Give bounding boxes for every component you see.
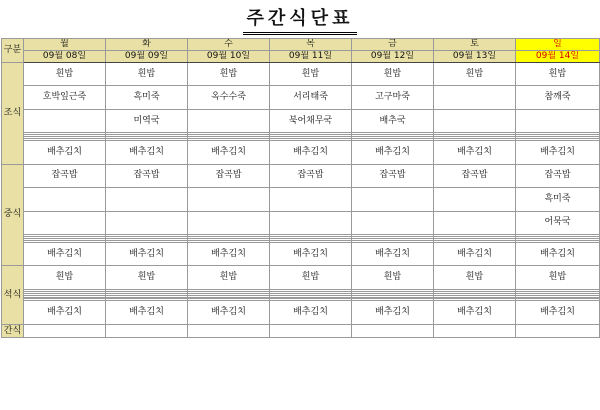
menu-cell: 옥수수죽 <box>188 86 270 109</box>
menu-cell: 흰밥 <box>434 266 516 289</box>
menu-cell: 흰밥 <box>188 266 270 289</box>
day-sat: 토 <box>434 39 516 51</box>
snack-label: 간식 <box>2 325 24 338</box>
menu-cell <box>106 188 188 211</box>
menu-cell: 배추국 <box>352 109 434 132</box>
day-thu: 목 <box>270 39 352 51</box>
menu-cell <box>352 211 434 234</box>
menu-cell: 잡곡밥 <box>516 164 600 187</box>
menu-cell: 흰밥 <box>270 63 352 86</box>
menu-cell: 호박잎근죽 <box>24 86 106 109</box>
date-wed: 09월 10일 <box>188 51 270 63</box>
menu-cell: 흰밥 <box>516 63 600 86</box>
menu-cell: 잡곡밥 <box>270 164 352 187</box>
day-fri: 금 <box>352 39 434 51</box>
menu-cell: 흑미죽 <box>516 188 600 211</box>
menu-row <box>2 86 600 109</box>
snack-row <box>2 325 600 338</box>
menu-cell: 미역국 <box>106 109 188 132</box>
menu-cell: 배추김치 <box>434 301 516 325</box>
weekly-menu-table <box>1 38 600 338</box>
menu-cell: 고구마죽 <box>352 86 434 109</box>
day-mon: 월 <box>24 39 106 51</box>
menu-cell: 배추김치 <box>352 242 434 265</box>
day-tue: 화 <box>106 39 188 51</box>
page-title: 주간식단표 <box>243 6 358 35</box>
menu-cell: 흰밥 <box>24 63 106 86</box>
menu-row <box>2 164 600 187</box>
menu-row <box>2 301 600 325</box>
menu-cell: 잡곡밥 <box>188 164 270 187</box>
menu-cell <box>270 188 352 211</box>
menu-cell: 잡곡밥 <box>434 164 516 187</box>
menu-cell: 흑미죽 <box>106 86 188 109</box>
menu-cell: 서리태죽 <box>270 86 352 109</box>
menu-cell: 잡곡밥 <box>106 164 188 187</box>
date-sat: 09월 13일 <box>434 51 516 63</box>
menu-row <box>2 188 600 211</box>
title-area <box>0 6 600 36</box>
snack-cell <box>106 325 188 338</box>
menu-cell <box>270 211 352 234</box>
menu-row <box>2 63 600 86</box>
menu-cell <box>434 188 516 211</box>
menu-row <box>2 266 600 289</box>
menu-row <box>2 141 600 164</box>
menu-cell: 북어채무국 <box>270 109 352 132</box>
menu-cell: 배추김치 <box>516 301 600 325</box>
menu-cell: 흰밥 <box>434 63 516 86</box>
menu-cell: 배추김치 <box>434 242 516 265</box>
menu-cell <box>434 86 516 109</box>
menu-cell <box>24 188 106 211</box>
snack-cell <box>352 325 434 338</box>
day-wed: 수 <box>188 39 270 51</box>
menu-cell: 배추김치 <box>270 141 352 164</box>
menu-cell: 흰밥 <box>270 266 352 289</box>
date-fri: 09월 12일 <box>352 51 434 63</box>
snack-cell <box>434 325 516 338</box>
meal-section-label: 석식 <box>2 266 24 325</box>
notes-area <box>2 340 598 410</box>
menu-cell <box>188 188 270 211</box>
menu-cell: 배추김치 <box>188 242 270 265</box>
menu-cell: 흰밥 <box>516 266 600 289</box>
menu-cell: 배추김치 <box>270 242 352 265</box>
menu-row <box>2 109 600 132</box>
menu-cell: 흰밥 <box>352 266 434 289</box>
menu-cell: 흰밥 <box>106 63 188 86</box>
menu-cell: 배추김치 <box>188 141 270 164</box>
meal-section-label: 조식 <box>2 63 24 165</box>
menu-cell: 흰밥 <box>24 266 106 289</box>
snack-cell <box>270 325 352 338</box>
menu-cell: 배추김치 <box>106 301 188 325</box>
meal-section-label: 중식 <box>2 164 24 266</box>
menu-cell: 배추김치 <box>24 141 106 164</box>
menu-cell <box>352 188 434 211</box>
menu-cell: 배추김치 <box>516 141 600 164</box>
header-corner: 구분 <box>2 39 24 63</box>
snack-cell <box>188 325 270 338</box>
menu-row <box>2 211 600 234</box>
menu-cell: 잡곡밥 <box>24 164 106 187</box>
date-thu: 09월 11일 <box>270 51 352 63</box>
day-sun: 일 <box>516 39 600 51</box>
menu-cell: 흰밥 <box>106 266 188 289</box>
menu-cell <box>188 109 270 132</box>
menu-cell: 배추김치 <box>106 242 188 265</box>
menu-row <box>2 242 600 265</box>
menu-cell: 배추김치 <box>270 301 352 325</box>
menu-cell <box>24 109 106 132</box>
menu-cell: 배추김치 <box>24 242 106 265</box>
menu-cell: 배추김치 <box>188 301 270 325</box>
menu-cell: 흰밥 <box>352 63 434 86</box>
menu-cell: 참깨죽 <box>516 86 600 109</box>
menu-cell: 배추김치 <box>516 242 600 265</box>
menu-cell <box>24 211 106 234</box>
menu-cell: 흰밥 <box>188 63 270 86</box>
menu-cell: 배추김치 <box>352 301 434 325</box>
menu-cell: 배추김치 <box>106 141 188 164</box>
menu-cell: 잡곡밥 <box>352 164 434 187</box>
menu-cell <box>106 211 188 234</box>
menu-cell: 어묵국 <box>516 211 600 234</box>
date-sun: 09월 14일 <box>516 51 600 63</box>
date-mon: 09월 08일 <box>24 51 106 63</box>
menu-cell <box>434 109 516 132</box>
menu-cell <box>434 211 516 234</box>
menu-cell <box>516 109 600 132</box>
menu-cell <box>188 211 270 234</box>
snack-cell <box>24 325 106 338</box>
menu-cell: 배추김치 <box>24 301 106 325</box>
menu-cell: 배추김치 <box>352 141 434 164</box>
menu-cell: 배추김치 <box>434 141 516 164</box>
snack-cell <box>516 325 600 338</box>
date-tue: 09월 09일 <box>106 51 188 63</box>
